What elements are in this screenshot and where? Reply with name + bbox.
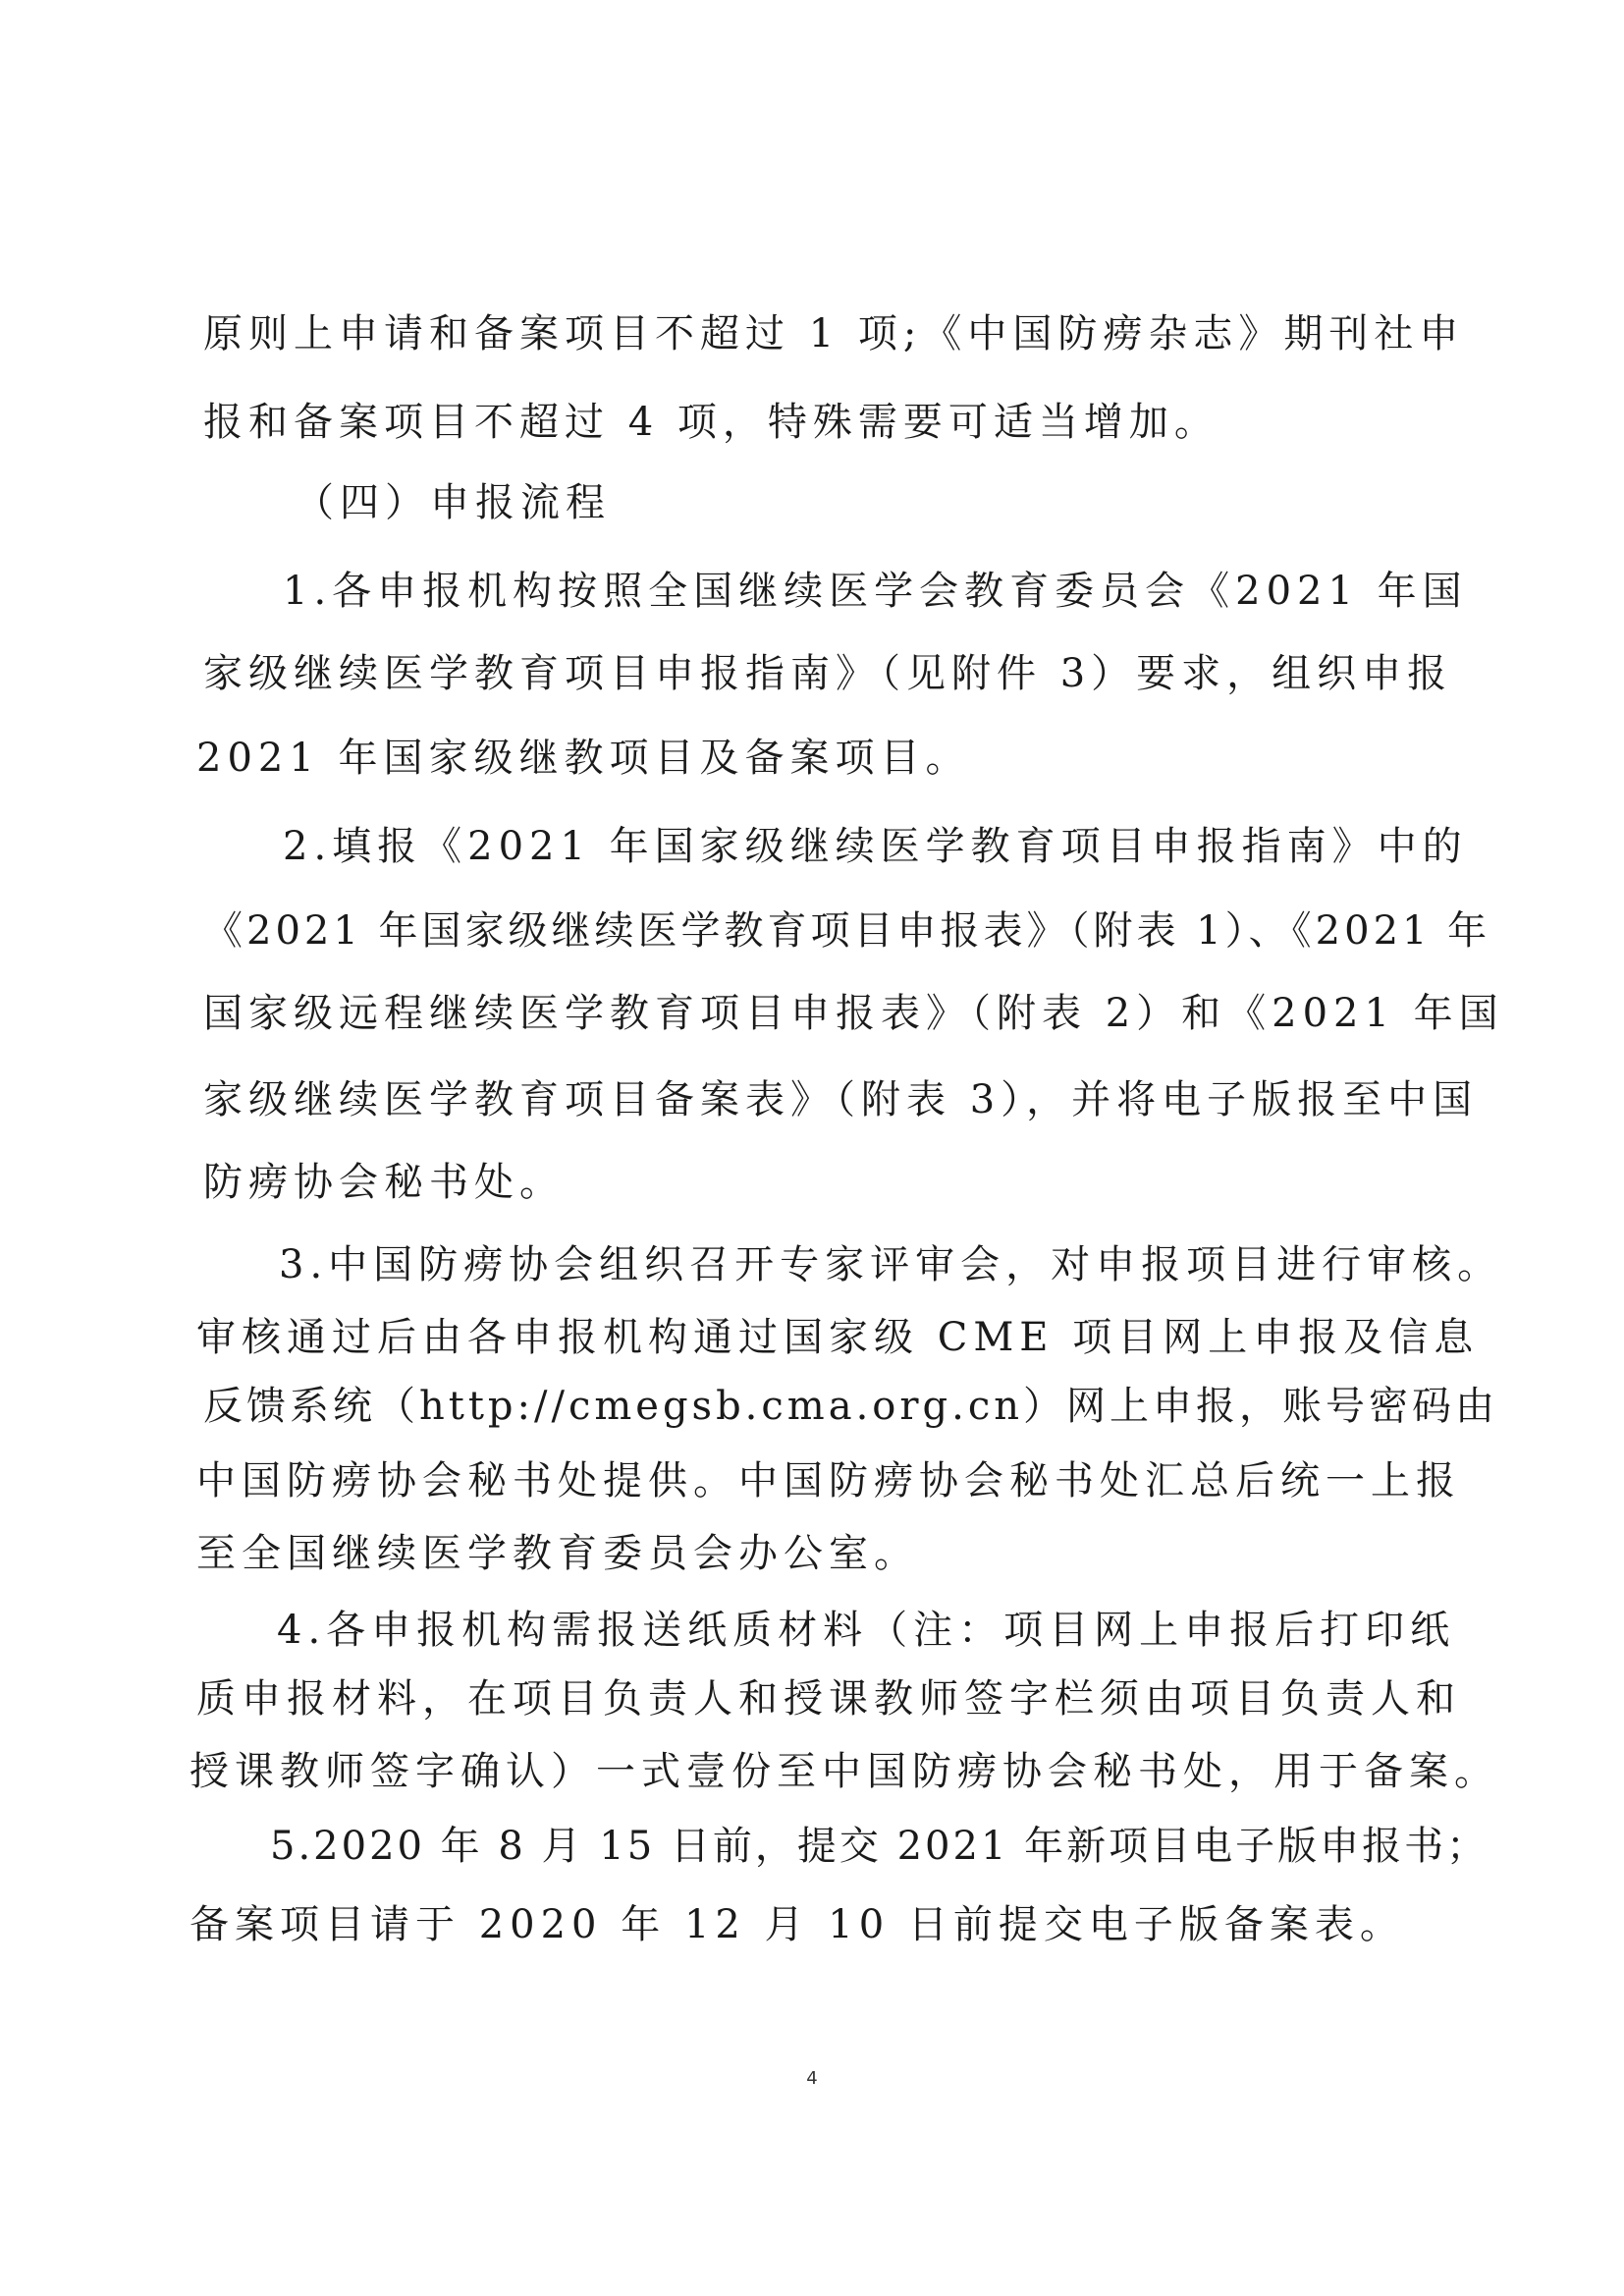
text-line: 原则上申请和备案项目不超过 1 项;《中国防痨杂志》期刊社申 (203, 311, 1465, 356)
text-line: 备案项目请于 2020 年 12 月 10 日前提交电子版备案表。 (189, 1902, 1405, 1947)
text-line: 质申报材料，在项目负责人和授课教师签字栏须由项目负责人和 (196, 1676, 1461, 1722)
text-line: 1.各申报机构按照全国继续医学会教育委员会《2021 年国 (283, 569, 1468, 614)
text-line: 报和备案项目不超过 4 项，特殊需要可适当增加。 (203, 400, 1219, 445)
text-line: 2021 年国家级继教项目及备案项目。 (196, 736, 971, 781)
text-line: 2.填报《2021 年国家级继续医学教育项目申报指南》中的 (283, 824, 1468, 869)
text-line: 5.2020 年 8 月 15 日前，提交 2021 年新项目电子版申报书； (270, 1824, 1489, 1869)
text-line: 家级继续医学教育项目申报指南》（见附件 3）要求，组织申报 (203, 651, 1453, 696)
text-line: 审核通过后由各申报机构通过国家级 CME 项目网上申报及信息 (196, 1315, 1480, 1360)
text-line: 国家级远程继续医学教育项目申报表》（附表 2）和《2021 年国 (203, 991, 1504, 1036)
page-number: 4 (806, 2068, 818, 2089)
text-line: 家级继续医学教育项目备案表》（附表 3），并将电子版报至中国 (203, 1077, 1479, 1122)
text-line: 防痨协会秘书处。 (203, 1160, 565, 1205)
text-line: 中国防痨协会秘书处提供。中国防痨协会秘书处汇总后统一上报 (196, 1458, 1461, 1503)
text-line: 授课教师签字确认）一式壹份至中国防痨协会秘书处，用于备案。 (189, 1749, 1499, 1794)
text-line: 反馈系统（http://cmegsb.cma.org.cn）网上申报，账号密码由 (203, 1384, 1498, 1429)
text-line: 至全国继续医学教育委员会办公室。 (196, 1531, 919, 1576)
text-line: 《2021 年国家级继续医学教育项目申报表》（附表 1）、《2021 年 (203, 908, 1491, 954)
text-line: 4.各申报机构需报送纸质材料（注：项目网上申报后打印纸 (277, 1608, 1456, 1653)
section-heading: （四）申报流程 (295, 480, 611, 525)
text-line: 3.中国防痨协会组织召开专家评审会，对申报项目进行审核。 (279, 1242, 1503, 1287)
